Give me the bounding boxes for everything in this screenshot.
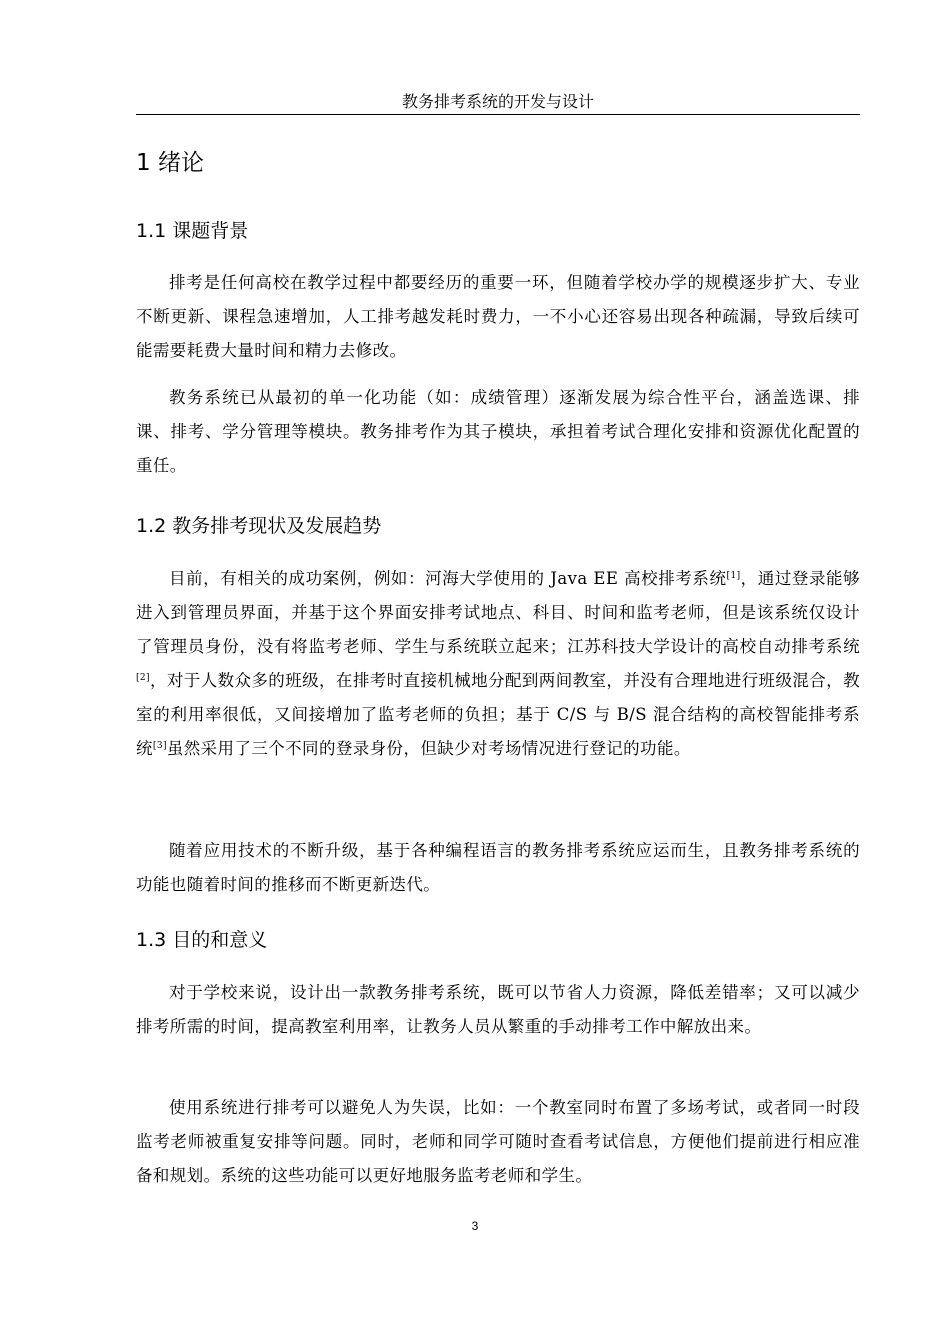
chapter-title: 1 绪论 — [136, 150, 204, 176]
text-run: ，通过登录能够进入到管理员界面，并基于这个界面安排考试地点、科目、时间和监考老师，但是该系统仅设计了管理员身份，没有将监考老师、学生与系统联立起来；江苏科技大学设计的高校自动排考系统 — [136, 569, 860, 656]
header-title: 教务排考系统的开发与设计 — [401, 92, 594, 111]
text-run: ，对于人数众多的班级，在排考时直接机械地分配到两间教室，并没有合理地进行班级混合，教室的利用率很低，又间接增加了监考老师的负担；基于 C/S 与 B/S 混合结构的高校智能排考系统 — [136, 671, 860, 758]
paragraph: 排考是任何高校在教学过程中都要经历的重要一环，但随着学校办学的规模逐步扩大、专业不断更新、课程急速增加，人工排考越发耗时费力，一不小心还容易出现各种疏漏，导致后续可能需要耗费大量时间和精力去修改。 — [136, 273, 860, 360]
paragraph: 教务系统已从最初的单一化功能（如：成绩管理）逐渐发展为综合性平台，涵盖选课、排课、排考、学分管理等模块。教务排考作为其子模块，承担着考试合理化安排和资源优化配置的重任。 — [136, 388, 860, 475]
citation-ref: [3] — [152, 741, 167, 751]
section-heading-1-3: 1.3 目的和意义 — [136, 929, 268, 951]
text-run: 虽然采用了三个不同的登录身份，但缺少对考场情况进行登记的功能。 — [166, 739, 691, 758]
paragraph: 随着应用技术的不断升级，基于各种编程语言的教务排考系统应运而生，且教务排考系统的功能也随着时间的推移而不断更新迭代。 — [136, 841, 860, 894]
paragraph — [136, 562, 860, 766]
citation-ref: [1] — [726, 571, 741, 581]
text-run: 目前，有相关的成功案例，例如：河海大学使用的 Java EE 高校排考系统 — [169, 569, 727, 588]
section-heading-1-1: 1.1 课题背景 — [136, 220, 249, 242]
citation-ref: [2] — [136, 673, 150, 683]
page-number: 3 — [471, 1219, 479, 1233]
paragraph: 使用系统进行排考可以避免人为失误，比如：一个教室同时布置了多场考试，或者同一时段监考老师被重复安排等问题。同时，老师和同学可随时查看考试信息，方便他们提前进行相应准备和规划。系统的这些功能可以更好地服务监考老师和学生。 — [136, 1098, 860, 1185]
paragraph: 对于学校来说，设计出一款教务排考系统，既可以节省人力资源，降低差错率；又可以减少排考所需的时间，提高教室利用率，让教务人员从繁重的手动排考工作中解放出来。 — [136, 983, 860, 1036]
page-header — [136, 92, 860, 115]
section-heading-1-2: 1.2 教务排考现状及发展趋势 — [136, 515, 382, 537]
